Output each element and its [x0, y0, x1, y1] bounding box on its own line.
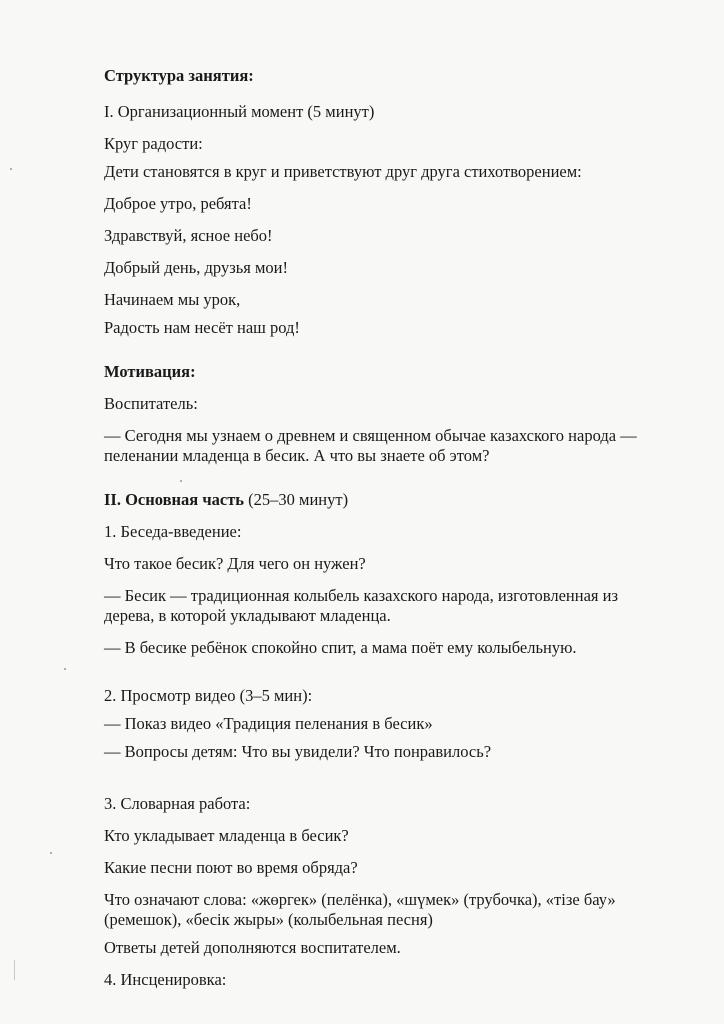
- poem-line: Начинаем мы урок,: [104, 290, 241, 309]
- poem-line: Доброе утро, ребята!: [104, 194, 252, 213]
- poem-line: Радость нам несёт наш род!: [104, 318, 300, 337]
- scan-speck: [50, 852, 52, 854]
- intro-title: 1. Беседа-введение:: [104, 522, 242, 541]
- org-moment-title: I. Организационный момент (5 минут): [104, 102, 375, 121]
- answer-line: дерева, в которой укладывают младенца.: [104, 606, 391, 625]
- vocab-question: Кто укладывает младенца в бесик?: [104, 826, 349, 845]
- intro-question: Что такое бесик? Для чего он нужен?: [104, 554, 366, 573]
- video-title: 2. Просмотр видео (3–5 мин):: [104, 686, 313, 705]
- staging-title: 4. Инсценировка:: [104, 970, 227, 989]
- main-part-heading-duration: (25–30 минут): [244, 490, 349, 509]
- motivation-text-line: — Сегодня мы узнаем о древнем и священном обычае казахского народа —: [104, 426, 637, 445]
- vocab-title: 3. Словарная работа:: [104, 794, 251, 813]
- main-part-heading-bold: II. Основная часть: [104, 490, 245, 509]
- vocab-note: Ответы детей дополняются воспитателем.: [104, 938, 401, 957]
- circle-intro: Дети становятся в круг и приветствуют друг друга стихотворением:: [104, 162, 582, 181]
- vocab-question: Что означают слова: «жөргек» (пелёнка), «шүмек» (трубочка), «тізе бау»: [104, 890, 616, 909]
- video-item: — Вопросы детям: Что вы увидели? Что понравилось?: [104, 742, 492, 761]
- video-item: — Показ видео «Традиция пеленания в бесик»: [104, 714, 433, 733]
- scan-speck: [10, 168, 12, 170]
- structure-heading: Структура занятия:: [104, 66, 254, 85]
- vocab-question: Какие песни поют во время обряда?: [104, 858, 358, 877]
- answer-line: — Бесик — традиционная колыбель казахского народа, изготовленная из: [104, 586, 618, 605]
- scan-speck: [180, 480, 182, 482]
- poem-line: Здравствуй, ясное небо!: [104, 226, 273, 245]
- vocab-question: (ремешок), «бесік жыры» (колыбельная песня): [104, 910, 433, 929]
- scan-edge-mark: [14, 960, 15, 980]
- poem-line: Добрый день, друзья мои!: [104, 258, 288, 277]
- scan-speck: [64, 668, 66, 670]
- main-part-heading: [104, 490, 348, 510]
- motivation-heading: Мотивация:: [104, 362, 196, 381]
- circle-title: Круг радости:: [104, 134, 203, 153]
- answer-line: — В бесике ребёнок спокойно спит, а мама поёт ему колыбельную.: [104, 638, 577, 657]
- motivation-text-line: пеленании младенца в бесик. А что вы знаете об этом?: [104, 446, 490, 465]
- motivation-speaker: Воспитатель:: [104, 394, 198, 413]
